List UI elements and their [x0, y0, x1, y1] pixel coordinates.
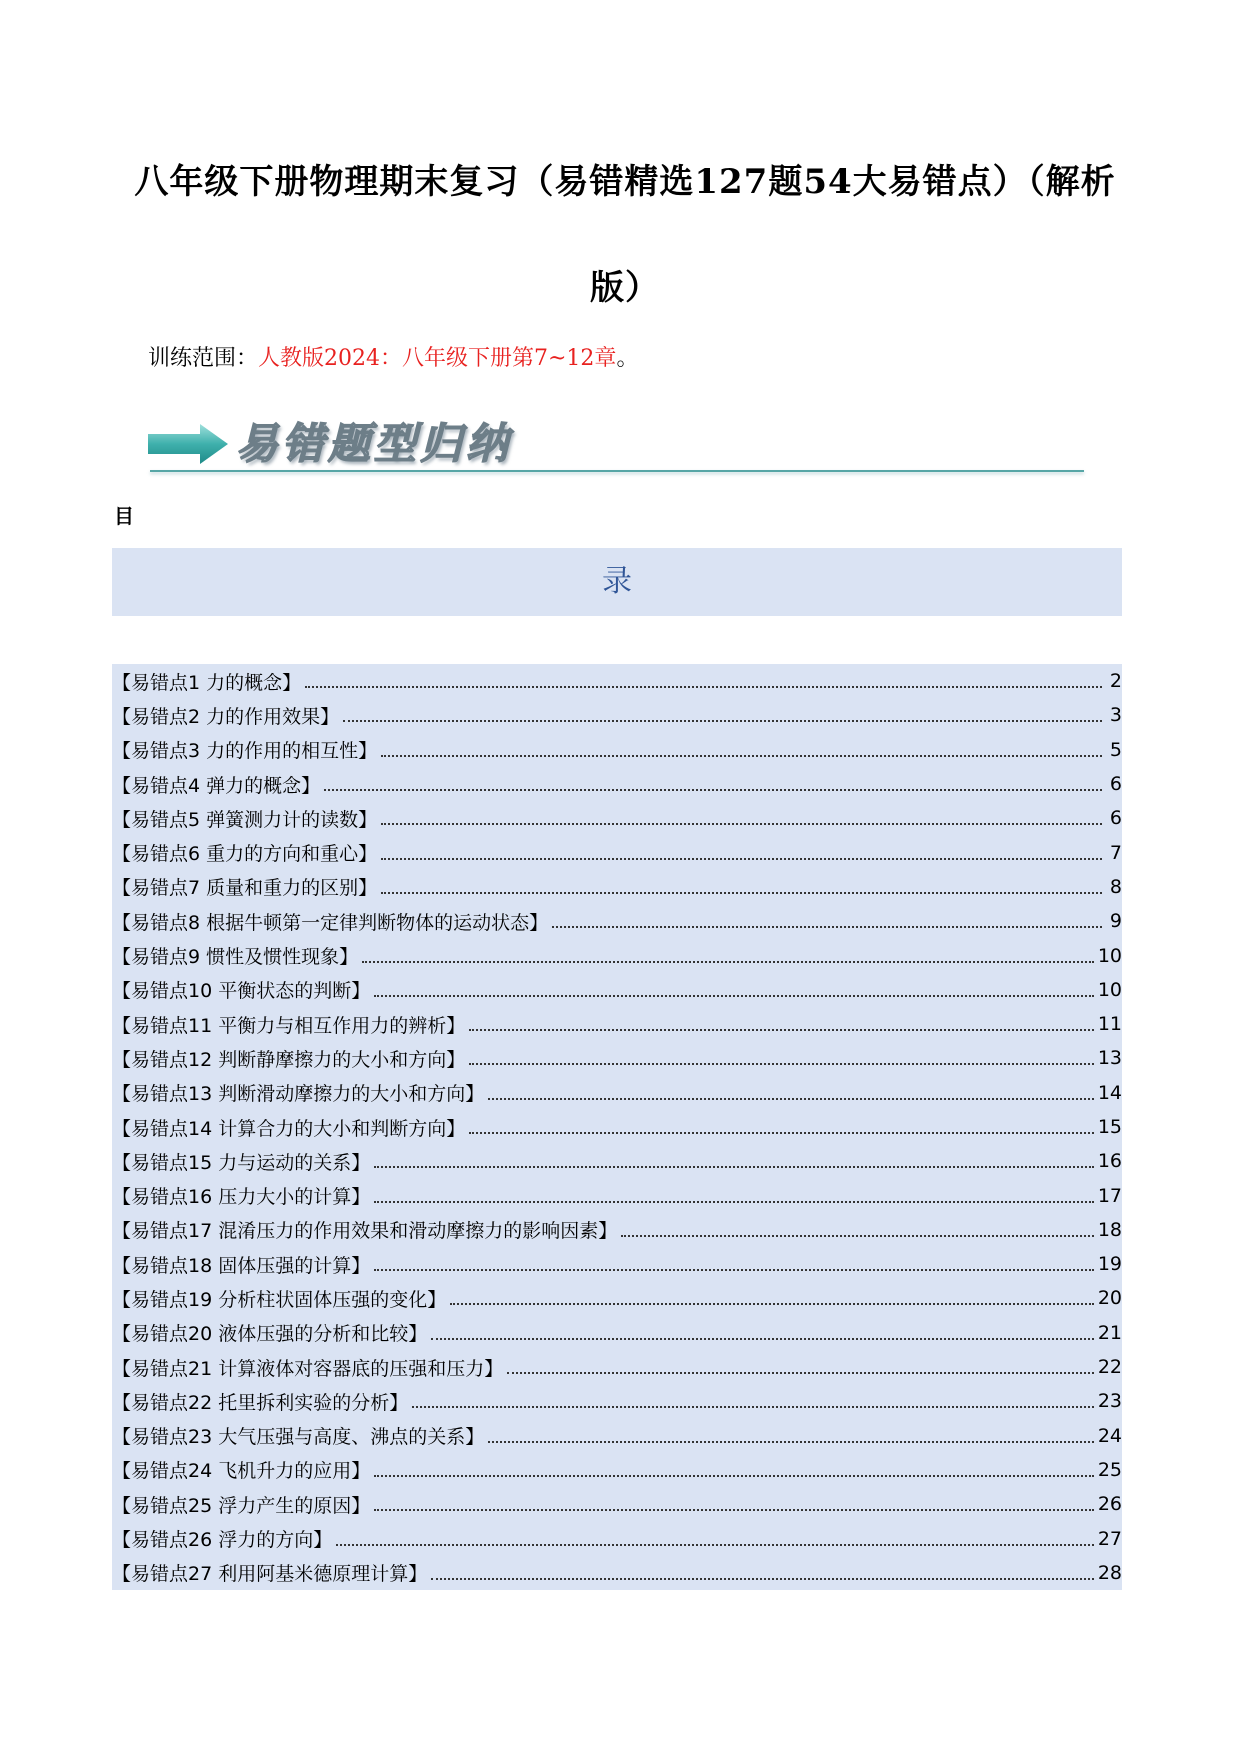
- toc-entry-label: 【易错点18 固体压强的计算】: [112, 1254, 371, 1277]
- toc-entry[interactable]: [112, 1110, 1122, 1144]
- section-banner-rule: [150, 470, 1084, 472]
- toc-entry[interactable]: [112, 938, 1122, 972]
- document-title-line-2: 版）: [590, 268, 660, 308]
- toc-leader-dots: [488, 1441, 1094, 1443]
- toc-entry-label: 【易错点12 判断静摩擦力的大小和方向】: [112, 1048, 466, 1071]
- toc-leader-dots: [431, 1338, 1094, 1340]
- toc-entry-page: 6: [1109, 773, 1122, 796]
- toc-entry-page: 27: [1097, 1527, 1122, 1550]
- toc-entry[interactable]: [112, 1453, 1122, 1487]
- toc-entry-label: 【易错点9 惯性及惯性现象】: [112, 946, 359, 969]
- toc-entry-page: 16: [1097, 1150, 1122, 1173]
- toc-leader-dots: [381, 823, 1102, 825]
- toc-entry[interactable]: [112, 1384, 1122, 1418]
- toc-entry-page: 28: [1097, 1561, 1122, 1584]
- toc-entry[interactable]: [112, 904, 1122, 938]
- toc-entry-page: 7: [1109, 841, 1122, 864]
- toc-leader-dots: [362, 961, 1094, 963]
- toc-entry[interactable]: [112, 1281, 1122, 1315]
- toc-entry[interactable]: [112, 664, 1122, 698]
- toc-leader-dots: [381, 892, 1102, 894]
- toc-entry-page: 11: [1097, 1013, 1122, 1036]
- toc-entry[interactable]: [112, 1350, 1122, 1384]
- toc-entry[interactable]: [112, 801, 1122, 835]
- toc-entry-page: 8: [1109, 875, 1122, 898]
- toc-leader-dots: [374, 1201, 1094, 1203]
- toc-entry-label: 【易错点4 弹力的概念】: [112, 774, 321, 797]
- toc-entry[interactable]: [112, 835, 1122, 869]
- toc-leader-dots: [343, 720, 1102, 722]
- toc-leader-dots: [431, 1578, 1094, 1580]
- toc-entry-label: 【易错点3 力的作用的相互性】: [112, 740, 378, 763]
- toc-entry-page: 13: [1097, 1047, 1122, 1070]
- table-of-contents: [112, 664, 1122, 1590]
- toc-entry[interactable]: [112, 1213, 1122, 1247]
- toc-entry-label: 【易错点8 根据牛顿第一定律判断物体的运动状态】: [112, 911, 549, 934]
- toc-entry-label: 【易错点26 浮力的方向】: [112, 1529, 333, 1552]
- toc-entry-label: 【易错点10 平衡状态的判断】: [112, 980, 371, 1003]
- toc-entry[interactable]: [112, 870, 1122, 904]
- arrow-right-icon: [148, 424, 228, 464]
- training-scope-label: 训练范围：: [148, 346, 259, 371]
- toc-entry-page: 21: [1097, 1321, 1122, 1344]
- toc-leader-dots: [507, 1372, 1094, 1374]
- toc-leader-dots: [324, 789, 1102, 791]
- toc-entry-label: 【易错点23 大气压强与高度、沸点的关系】: [112, 1426, 485, 1449]
- toc-entry[interactable]: [112, 1419, 1122, 1453]
- toc-entry-page: 23: [1097, 1390, 1122, 1413]
- toc-leader-dots: [305, 686, 1102, 688]
- toc-entry[interactable]: [112, 973, 1122, 1007]
- toc-leader-dots: [450, 1303, 1094, 1305]
- toc-entry-label: 【易错点16 压力大小的计算】: [112, 1186, 371, 1209]
- toc-entry-page: 20: [1097, 1287, 1122, 1310]
- toc-entry[interactable]: [112, 1007, 1122, 1041]
- toc-entry[interactable]: [112, 1521, 1122, 1555]
- toc-entry-label: 【易错点25 浮力产生的原因】: [112, 1494, 371, 1517]
- toc-entry-label: 【易错点11 平衡力与相互作用力的辨析】: [112, 1014, 466, 1037]
- training-scope: [148, 344, 638, 374]
- toc-entry-label: 【易错点21 计算液体对容器底的压强和压力】: [112, 1357, 504, 1380]
- toc-leader-dots: [374, 1475, 1094, 1477]
- toc-entry-label: 【易错点22 托里拆利实验的分析】: [112, 1391, 409, 1414]
- toc-leader-dots: [374, 1509, 1094, 1511]
- toc-entry-label: 【易错点27 利用阿基米德原理计算】: [112, 1563, 428, 1586]
- toc-entry-page: 26: [1097, 1493, 1122, 1516]
- toc-entry-label: 【易错点6 重力的方向和重心】: [112, 843, 378, 866]
- toc-entry-page: 2: [1109, 670, 1122, 693]
- toc-leader-dots: [374, 1269, 1094, 1271]
- toc-entry-page: 6: [1109, 807, 1122, 830]
- training-scope-end: 。: [616, 346, 639, 371]
- toc-entry[interactable]: [112, 767, 1122, 801]
- toc-entry-page: 17: [1097, 1184, 1122, 1207]
- toc-entry-page: 3: [1109, 704, 1122, 727]
- toc-leader-dots: [381, 755, 1102, 757]
- toc-entry-label: 【易错点20 液体压强的分析和比较】: [112, 1323, 428, 1346]
- toc-entry[interactable]: [112, 1076, 1122, 1110]
- toc-leader-dots: [469, 1029, 1094, 1031]
- toc-entry-page: 5: [1109, 738, 1122, 761]
- section-banner: [148, 412, 1088, 478]
- toc-leader-dots: [469, 1063, 1094, 1065]
- toc-title-box: 录: [112, 548, 1122, 616]
- toc-leader-dots: [381, 858, 1102, 860]
- toc-leader-dots: [374, 1166, 1094, 1168]
- toc-entry-label: 【易错点19 分析柱状固体压强的变化】: [112, 1288, 447, 1311]
- toc-entry[interactable]: [112, 1144, 1122, 1178]
- toc-entry-page: 9: [1109, 910, 1122, 933]
- toc-entry-page: 25: [1097, 1458, 1122, 1481]
- toc-leader-dots: [469, 1132, 1094, 1134]
- toc-entry-label: 【易错点15 力与运动的关系】: [112, 1151, 371, 1174]
- document-title-line-1: 八年级下册物理期末复习（易错精选127题54大易错点）（解析: [134, 162, 1116, 202]
- toc-entry-label: 【易错点2 力的作用效果】: [112, 705, 340, 728]
- toc-entry-page: 10: [1097, 944, 1122, 967]
- toc-entry-page: 14: [1097, 1081, 1122, 1104]
- toc-leader-dots: [552, 926, 1102, 928]
- toc-entry-page: 15: [1097, 1116, 1122, 1138]
- toc-entry-page: 10: [1097, 978, 1122, 1001]
- toc-entry-page: 19: [1097, 1253, 1122, 1276]
- toc-leader-dots: [488, 1098, 1094, 1100]
- toc-entry[interactable]: [112, 1178, 1122, 1212]
- training-scope-value: 人教版2024：八年级下册第7~12章: [258, 346, 617, 371]
- toc-entry[interactable]: [112, 733, 1122, 767]
- toc-entry-label: 【易错点7 质量和重力的区别】: [112, 877, 378, 900]
- toc-entry[interactable]: [112, 1556, 1122, 1590]
- toc-entry[interactable]: [112, 1247, 1122, 1281]
- toc-heading: 目: [114, 504, 134, 528]
- toc-entry-page: 24: [1097, 1424, 1122, 1447]
- toc-leader-dots: [374, 995, 1094, 997]
- toc-entry-label: 【易错点13 判断滑动摩擦力的大小和方向】: [112, 1083, 485, 1106]
- toc-leader-dots: [412, 1406, 1094, 1408]
- toc-entry[interactable]: [112, 1487, 1122, 1521]
- toc-entry[interactable]: [112, 698, 1122, 732]
- toc-entry[interactable]: [112, 1316, 1122, 1350]
- toc-entry-label: 【易错点5 弹簧测力计的读数】: [112, 808, 378, 831]
- toc-entry[interactable]: [112, 1041, 1122, 1075]
- toc-entry-label: 【易错点24 飞机升力的应用】: [112, 1460, 371, 1483]
- toc-entry-label: 【易错点1 力的概念】: [112, 671, 302, 694]
- toc-leader-dots: [621, 1235, 1094, 1237]
- toc-entry-page: 18: [1097, 1218, 1122, 1241]
- toc-entry-page: 22: [1097, 1356, 1122, 1379]
- section-banner-text: 易错题型归纳: [236, 419, 513, 468]
- toc-entry-label: 【易错点14 计算合力的大小和判断方向】: [112, 1117, 466, 1140]
- toc-leader-dots: [336, 1544, 1094, 1546]
- toc-entry-label: 【易错点17 混淆压力的作用效果和滑动摩擦力的影响因素】: [112, 1220, 618, 1243]
